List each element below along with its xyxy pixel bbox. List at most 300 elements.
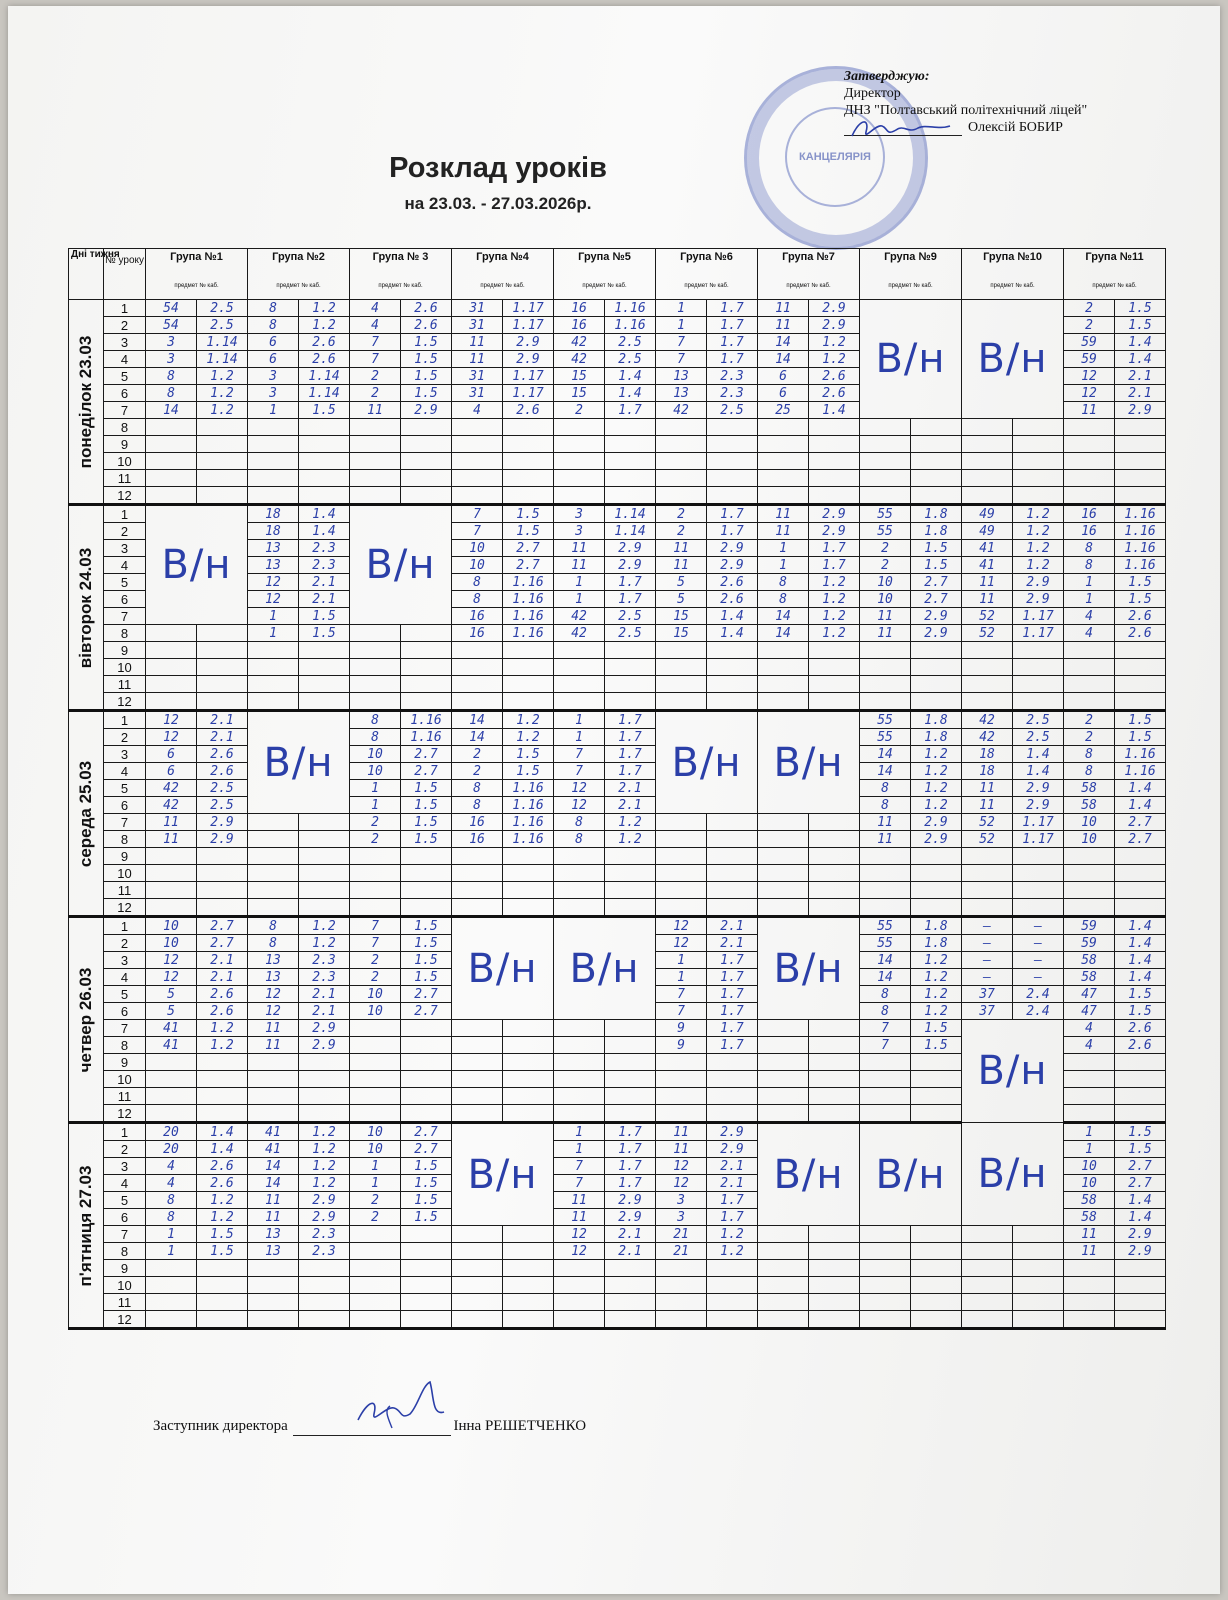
room-cell	[809, 419, 860, 436]
room-cell: 1.14	[605, 505, 656, 523]
subject-cell	[656, 831, 707, 848]
subject-cell: 47	[1064, 986, 1115, 1003]
day-off-mark: В/н	[977, 336, 1048, 382]
day-off-cell	[860, 1123, 962, 1226]
lesson-number: 6	[104, 1003, 146, 1020]
subject-cell: 18	[248, 523, 299, 540]
room-cell: 1.5	[401, 952, 452, 969]
subject-cell	[350, 1277, 401, 1294]
room-cell: 2.7	[1115, 831, 1166, 848]
room-cell: 2.4	[1013, 986, 1064, 1003]
day-label: п'ятниця 27.03	[76, 1165, 95, 1286]
room-cell: 2.4	[1013, 1003, 1064, 1020]
room-cell	[809, 865, 860, 882]
room-cell: 1.2	[809, 591, 860, 608]
room-cell: 2.9	[1115, 1243, 1166, 1260]
subject-cell: 21	[656, 1243, 707, 1260]
subject-cell: 58	[1064, 1209, 1115, 1226]
subject-cell	[248, 1054, 299, 1071]
subject-cell: 10	[860, 591, 911, 608]
subject-cell: 8	[860, 780, 911, 797]
subject-cell: 15	[554, 385, 605, 402]
room-cell: 1.5	[1115, 591, 1166, 608]
lesson-number: 6	[104, 385, 146, 402]
room-cell: 1.4	[299, 523, 350, 540]
room-cell: 1.16	[1115, 505, 1166, 523]
room-cell: 1.4	[1115, 935, 1166, 952]
room-cell	[1115, 642, 1166, 659]
room-cell	[605, 1105, 656, 1123]
subject-cell: 3	[554, 523, 605, 540]
subject-cell	[962, 865, 1013, 882]
subject-cell: 4	[1064, 625, 1115, 642]
subject-cell: 14	[758, 351, 809, 368]
header-day: Дні тижня	[69, 249, 104, 300]
subject-cell: 10	[350, 746, 401, 763]
subject-cell	[452, 676, 503, 693]
subject-cell	[146, 453, 197, 470]
table-row	[69, 505, 1166, 523]
room-cell	[605, 1020, 656, 1037]
subject-cell	[758, 693, 809, 711]
room-cell	[197, 693, 248, 711]
room-cell: 2.3	[299, 1243, 350, 1260]
header-group-1	[146, 249, 248, 300]
room-cell: 2.9	[1013, 574, 1064, 591]
subject-cell	[248, 470, 299, 487]
subject-cell: 10	[1064, 1158, 1115, 1175]
room-cell	[707, 487, 758, 505]
room-cell: 1.4	[1115, 952, 1166, 969]
subject-cell: 8	[860, 1003, 911, 1020]
subject-cell	[962, 1226, 1013, 1243]
room-cell	[299, 676, 350, 693]
subject-cell	[350, 487, 401, 505]
room-cell	[809, 676, 860, 693]
subject-cell	[962, 1311, 1013, 1329]
subject-cell	[962, 453, 1013, 470]
subject-cell	[1064, 419, 1115, 436]
room-cell	[911, 642, 962, 659]
subject-cell: 52	[962, 625, 1013, 642]
subject-cell: 16	[452, 608, 503, 625]
room-cell	[503, 1020, 554, 1037]
room-cell	[809, 487, 860, 505]
subject-cell	[860, 470, 911, 487]
day-off-cell	[962, 300, 1064, 419]
room-cell	[299, 693, 350, 711]
room-cell: 1.4	[1013, 746, 1064, 763]
subject-cell: 2	[350, 1192, 401, 1209]
subject-cell: 41	[146, 1037, 197, 1054]
subject-cell: 2	[656, 505, 707, 523]
subject-cell	[554, 1037, 605, 1054]
subject-cell: 18	[962, 746, 1013, 763]
lesson-number: 2	[104, 935, 146, 952]
subject-cell	[452, 1088, 503, 1105]
room-cell: 1.2	[809, 625, 860, 642]
subject-cell: 42	[554, 351, 605, 368]
subject-cell: 1	[656, 300, 707, 317]
room-cell	[707, 1294, 758, 1311]
subject-cell	[962, 693, 1013, 711]
subject-cell: 42	[146, 780, 197, 797]
subject-cell	[758, 882, 809, 899]
stamp-center-text: КАНЦЕЛЯРІЯ	[785, 107, 885, 207]
subject-cell	[860, 436, 911, 453]
subject-cell: 11	[146, 814, 197, 831]
subject-cell: 1	[350, 1158, 401, 1175]
subject-cell	[860, 1243, 911, 1260]
subject-cell: 7	[656, 334, 707, 351]
room-cell	[1013, 419, 1064, 436]
room-cell: 2.9	[707, 1123, 758, 1141]
lesson-number: 1	[104, 505, 146, 523]
room-cell: 1.2	[809, 334, 860, 351]
lesson-number: 4	[104, 351, 146, 368]
room-cell: 2.1	[605, 780, 656, 797]
subject-cell: 5	[146, 1003, 197, 1020]
day-off-cell	[554, 917, 656, 1020]
group-subheader: предмет № каб.	[684, 283, 729, 289]
room-cell	[911, 487, 962, 505]
table-row	[69, 470, 1166, 487]
subject-cell: 55	[860, 729, 911, 746]
room-cell: 1.5	[1115, 729, 1166, 746]
subject-cell: 8	[860, 797, 911, 814]
subject-cell: 1	[554, 711, 605, 729]
subject-cell	[248, 1311, 299, 1329]
subject-cell	[554, 848, 605, 865]
room-cell	[401, 1088, 452, 1105]
room-cell	[299, 831, 350, 848]
subject-cell	[554, 1088, 605, 1105]
subject-cell: 11	[146, 831, 197, 848]
lesson-number: 11	[104, 1088, 146, 1105]
subject-cell	[554, 1277, 605, 1294]
subject-cell	[860, 1088, 911, 1105]
header-group-3	[350, 249, 452, 300]
group-name: Група №2	[272, 251, 325, 263]
room-cell: 1.2	[605, 814, 656, 831]
room-cell	[1115, 1071, 1166, 1088]
room-cell: 2.9	[605, 1192, 656, 1209]
room-cell	[299, 419, 350, 436]
room-cell	[299, 882, 350, 899]
lesson-number: 9	[104, 642, 146, 659]
subject-cell	[248, 865, 299, 882]
lesson-number: 12	[104, 693, 146, 711]
group-subheader: предмет № каб.	[276, 283, 321, 289]
subject-cell	[962, 419, 1013, 436]
subject-cell: 18	[248, 505, 299, 523]
room-cell	[197, 436, 248, 453]
approval-position: Директор	[844, 86, 901, 101]
lesson-number: 8	[104, 831, 146, 848]
room-cell	[299, 1071, 350, 1088]
subject-cell	[962, 1294, 1013, 1311]
room-cell	[503, 659, 554, 676]
room-cell: 1.16	[401, 729, 452, 746]
subject-cell	[1064, 1054, 1115, 1071]
room-cell: 1.2	[1013, 505, 1064, 523]
subject-cell: 8	[248, 935, 299, 952]
subject-cell: 12	[656, 1158, 707, 1175]
room-cell	[911, 1243, 962, 1260]
room-cell	[707, 642, 758, 659]
subject-cell	[758, 899, 809, 917]
room-cell	[401, 1311, 452, 1329]
room-cell	[809, 693, 860, 711]
subject-cell	[656, 865, 707, 882]
room-cell	[503, 1037, 554, 1054]
day-label: четвер 26.03	[76, 967, 95, 1072]
room-cell: 1.7	[605, 763, 656, 780]
room-cell	[911, 453, 962, 470]
room-cell: 2.6	[197, 1175, 248, 1192]
subject-cell	[452, 1071, 503, 1088]
subject-cell: 8	[554, 814, 605, 831]
subject-cell	[146, 1311, 197, 1329]
subject-cell: 59	[1064, 334, 1115, 351]
subject-cell: 16	[554, 317, 605, 334]
subject-cell	[452, 642, 503, 659]
room-cell	[197, 1054, 248, 1071]
lesson-number: 11	[104, 470, 146, 487]
room-cell: 1.2	[911, 986, 962, 1003]
subject-cell	[350, 1105, 401, 1123]
room-cell	[503, 1243, 554, 1260]
subject-cell: 11	[860, 608, 911, 625]
room-cell: 2.3	[707, 385, 758, 402]
subject-cell: 16	[452, 625, 503, 642]
room-cell: 2.9	[707, 1141, 758, 1158]
day-off-mark: В/н	[569, 945, 640, 992]
room-cell: 1.7	[707, 1192, 758, 1209]
subject-cell: —	[962, 935, 1013, 952]
room-cell	[503, 1054, 554, 1071]
subject-cell: 6	[146, 763, 197, 780]
subject-cell: 12	[146, 729, 197, 746]
room-cell	[1013, 848, 1064, 865]
subject-cell: 1	[1064, 574, 1115, 591]
day-label: вівторок 24.03	[76, 547, 95, 668]
subject-cell: 11	[758, 300, 809, 317]
subject-cell: 55	[860, 711, 911, 729]
room-cell: 1.16	[401, 711, 452, 729]
room-cell: 1.4	[605, 385, 656, 402]
room-cell: 1.5	[401, 368, 452, 385]
header-group-8	[860, 249, 962, 300]
room-cell	[1013, 659, 1064, 676]
room-cell: 1.16	[503, 780, 554, 797]
subject-cell	[350, 625, 401, 642]
subject-cell: 20	[146, 1141, 197, 1158]
room-cell: 1.5	[1115, 711, 1166, 729]
subject-cell: 12	[248, 591, 299, 608]
room-cell: 1.5	[1115, 1141, 1166, 1158]
subject-cell	[452, 882, 503, 899]
room-cell: 2.9	[911, 625, 962, 642]
subject-cell	[656, 453, 707, 470]
subject-cell: 5	[656, 574, 707, 591]
room-cell: 1.2	[299, 300, 350, 317]
subject-cell	[758, 642, 809, 659]
subject-cell	[758, 676, 809, 693]
subject-cell: 2	[1064, 317, 1115, 334]
room-cell: 2.1	[707, 1158, 758, 1175]
room-cell: 1.2	[707, 1226, 758, 1243]
lesson-number: 10	[104, 659, 146, 676]
subject-cell: 13	[248, 557, 299, 574]
room-cell	[911, 865, 962, 882]
room-cell	[911, 882, 962, 899]
lesson-number: 2	[104, 1141, 146, 1158]
room-cell	[605, 436, 656, 453]
subject-cell: 12	[554, 780, 605, 797]
subject-cell	[656, 470, 707, 487]
table-row	[69, 693, 1166, 711]
subject-cell: 10	[1064, 814, 1115, 831]
day-off-mark: В/н	[773, 739, 844, 786]
subject-cell: 31	[452, 300, 503, 317]
subject-cell: 41	[248, 1141, 299, 1158]
room-cell: 2.9	[299, 1037, 350, 1054]
table-row	[69, 419, 1166, 436]
room-cell: 1.16	[503, 574, 554, 591]
room-cell	[911, 848, 962, 865]
room-cell: 2.1	[707, 917, 758, 935]
subject-cell: 37	[962, 986, 1013, 1003]
day-label-cell	[69, 505, 104, 711]
room-cell	[197, 676, 248, 693]
subject-cell: 11	[554, 1209, 605, 1226]
room-cell: —	[1013, 917, 1064, 935]
room-cell: 1.2	[299, 1158, 350, 1175]
subject-cell: 12	[248, 986, 299, 1003]
lesson-number: 5	[104, 1192, 146, 1209]
room-cell: 2.1	[707, 935, 758, 952]
subject-cell: 14	[248, 1175, 299, 1192]
subject-cell	[758, 1020, 809, 1037]
subject-cell	[656, 419, 707, 436]
subject-cell: 4	[452, 402, 503, 419]
subject-cell	[350, 1088, 401, 1105]
room-cell	[605, 1088, 656, 1105]
room-cell: 2.5	[1013, 729, 1064, 746]
subject-cell: 42	[554, 608, 605, 625]
room-cell: 1.5	[401, 969, 452, 986]
room-cell: 1.5	[401, 814, 452, 831]
room-cell: 2.7	[911, 574, 962, 591]
group-subheader: предмет № каб.	[174, 283, 219, 289]
room-cell	[809, 1260, 860, 1277]
room-cell	[911, 470, 962, 487]
room-cell: 1.2	[809, 574, 860, 591]
room-cell	[1115, 1260, 1166, 1277]
day-label: середа 25.03	[76, 760, 95, 867]
room-cell: 2.1	[197, 711, 248, 729]
room-cell: 1.7	[707, 1020, 758, 1037]
subject-cell	[860, 865, 911, 882]
subject-cell	[248, 1105, 299, 1123]
day-off-cell	[860, 300, 962, 419]
subject-cell: 12	[1064, 385, 1115, 402]
room-cell	[1115, 1311, 1166, 1329]
subject-cell: 16	[1064, 505, 1115, 523]
room-cell	[1013, 642, 1064, 659]
room-cell: 2.1	[605, 1226, 656, 1243]
subject-cell	[860, 659, 911, 676]
day-off-cell	[962, 1020, 1064, 1123]
lesson-number: 4	[104, 557, 146, 574]
room-cell	[401, 642, 452, 659]
room-cell	[197, 1260, 248, 1277]
subject-cell: 3	[656, 1209, 707, 1226]
subject-cell: 8	[758, 574, 809, 591]
group-subheader: предмет № каб.	[1092, 283, 1137, 289]
subject-cell: 11	[860, 625, 911, 642]
room-cell	[299, 1088, 350, 1105]
room-cell	[605, 1071, 656, 1088]
room-cell: 1.7	[707, 952, 758, 969]
subject-cell: 2	[350, 831, 401, 848]
subject-cell	[350, 865, 401, 882]
room-cell: 2.7	[401, 1003, 452, 1020]
subject-cell: 2	[860, 557, 911, 574]
subject-cell: 10	[860, 574, 911, 591]
subject-cell: 59	[1064, 351, 1115, 368]
subject-cell: 1	[656, 317, 707, 334]
subject-cell: 7	[452, 523, 503, 540]
room-cell	[197, 1071, 248, 1088]
room-cell	[707, 848, 758, 865]
room-cell	[707, 693, 758, 711]
room-cell	[911, 1088, 962, 1105]
room-cell: 1.5	[401, 1175, 452, 1192]
subject-cell: 13	[248, 952, 299, 969]
subject-cell	[554, 470, 605, 487]
room-cell	[1115, 419, 1166, 436]
table-body	[69, 300, 1166, 1329]
subject-cell	[146, 659, 197, 676]
room-cell: 1.17	[1013, 608, 1064, 625]
subject-cell	[248, 419, 299, 436]
subject-cell	[962, 659, 1013, 676]
subject-cell: 12	[146, 969, 197, 986]
room-cell: 2.7	[1115, 1158, 1166, 1175]
room-cell	[1115, 1054, 1166, 1071]
subject-cell	[656, 899, 707, 917]
subject-cell: 13	[248, 969, 299, 986]
room-cell	[1115, 436, 1166, 453]
subject-cell: 1	[656, 952, 707, 969]
room-cell	[605, 1294, 656, 1311]
room-cell: 2.1	[605, 797, 656, 814]
room-cell: 2.9	[197, 814, 248, 831]
room-cell: 1.5	[911, 540, 962, 557]
subject-cell: 2	[350, 385, 401, 402]
subject-cell: 1	[554, 1123, 605, 1141]
subject-cell	[146, 693, 197, 711]
subject-cell: 11	[452, 351, 503, 368]
room-cell: 2.6	[1115, 625, 1166, 642]
subject-cell	[350, 693, 401, 711]
lesson-number: 9	[104, 1260, 146, 1277]
subject-cell	[656, 882, 707, 899]
room-cell	[707, 676, 758, 693]
subject-cell	[656, 1071, 707, 1088]
